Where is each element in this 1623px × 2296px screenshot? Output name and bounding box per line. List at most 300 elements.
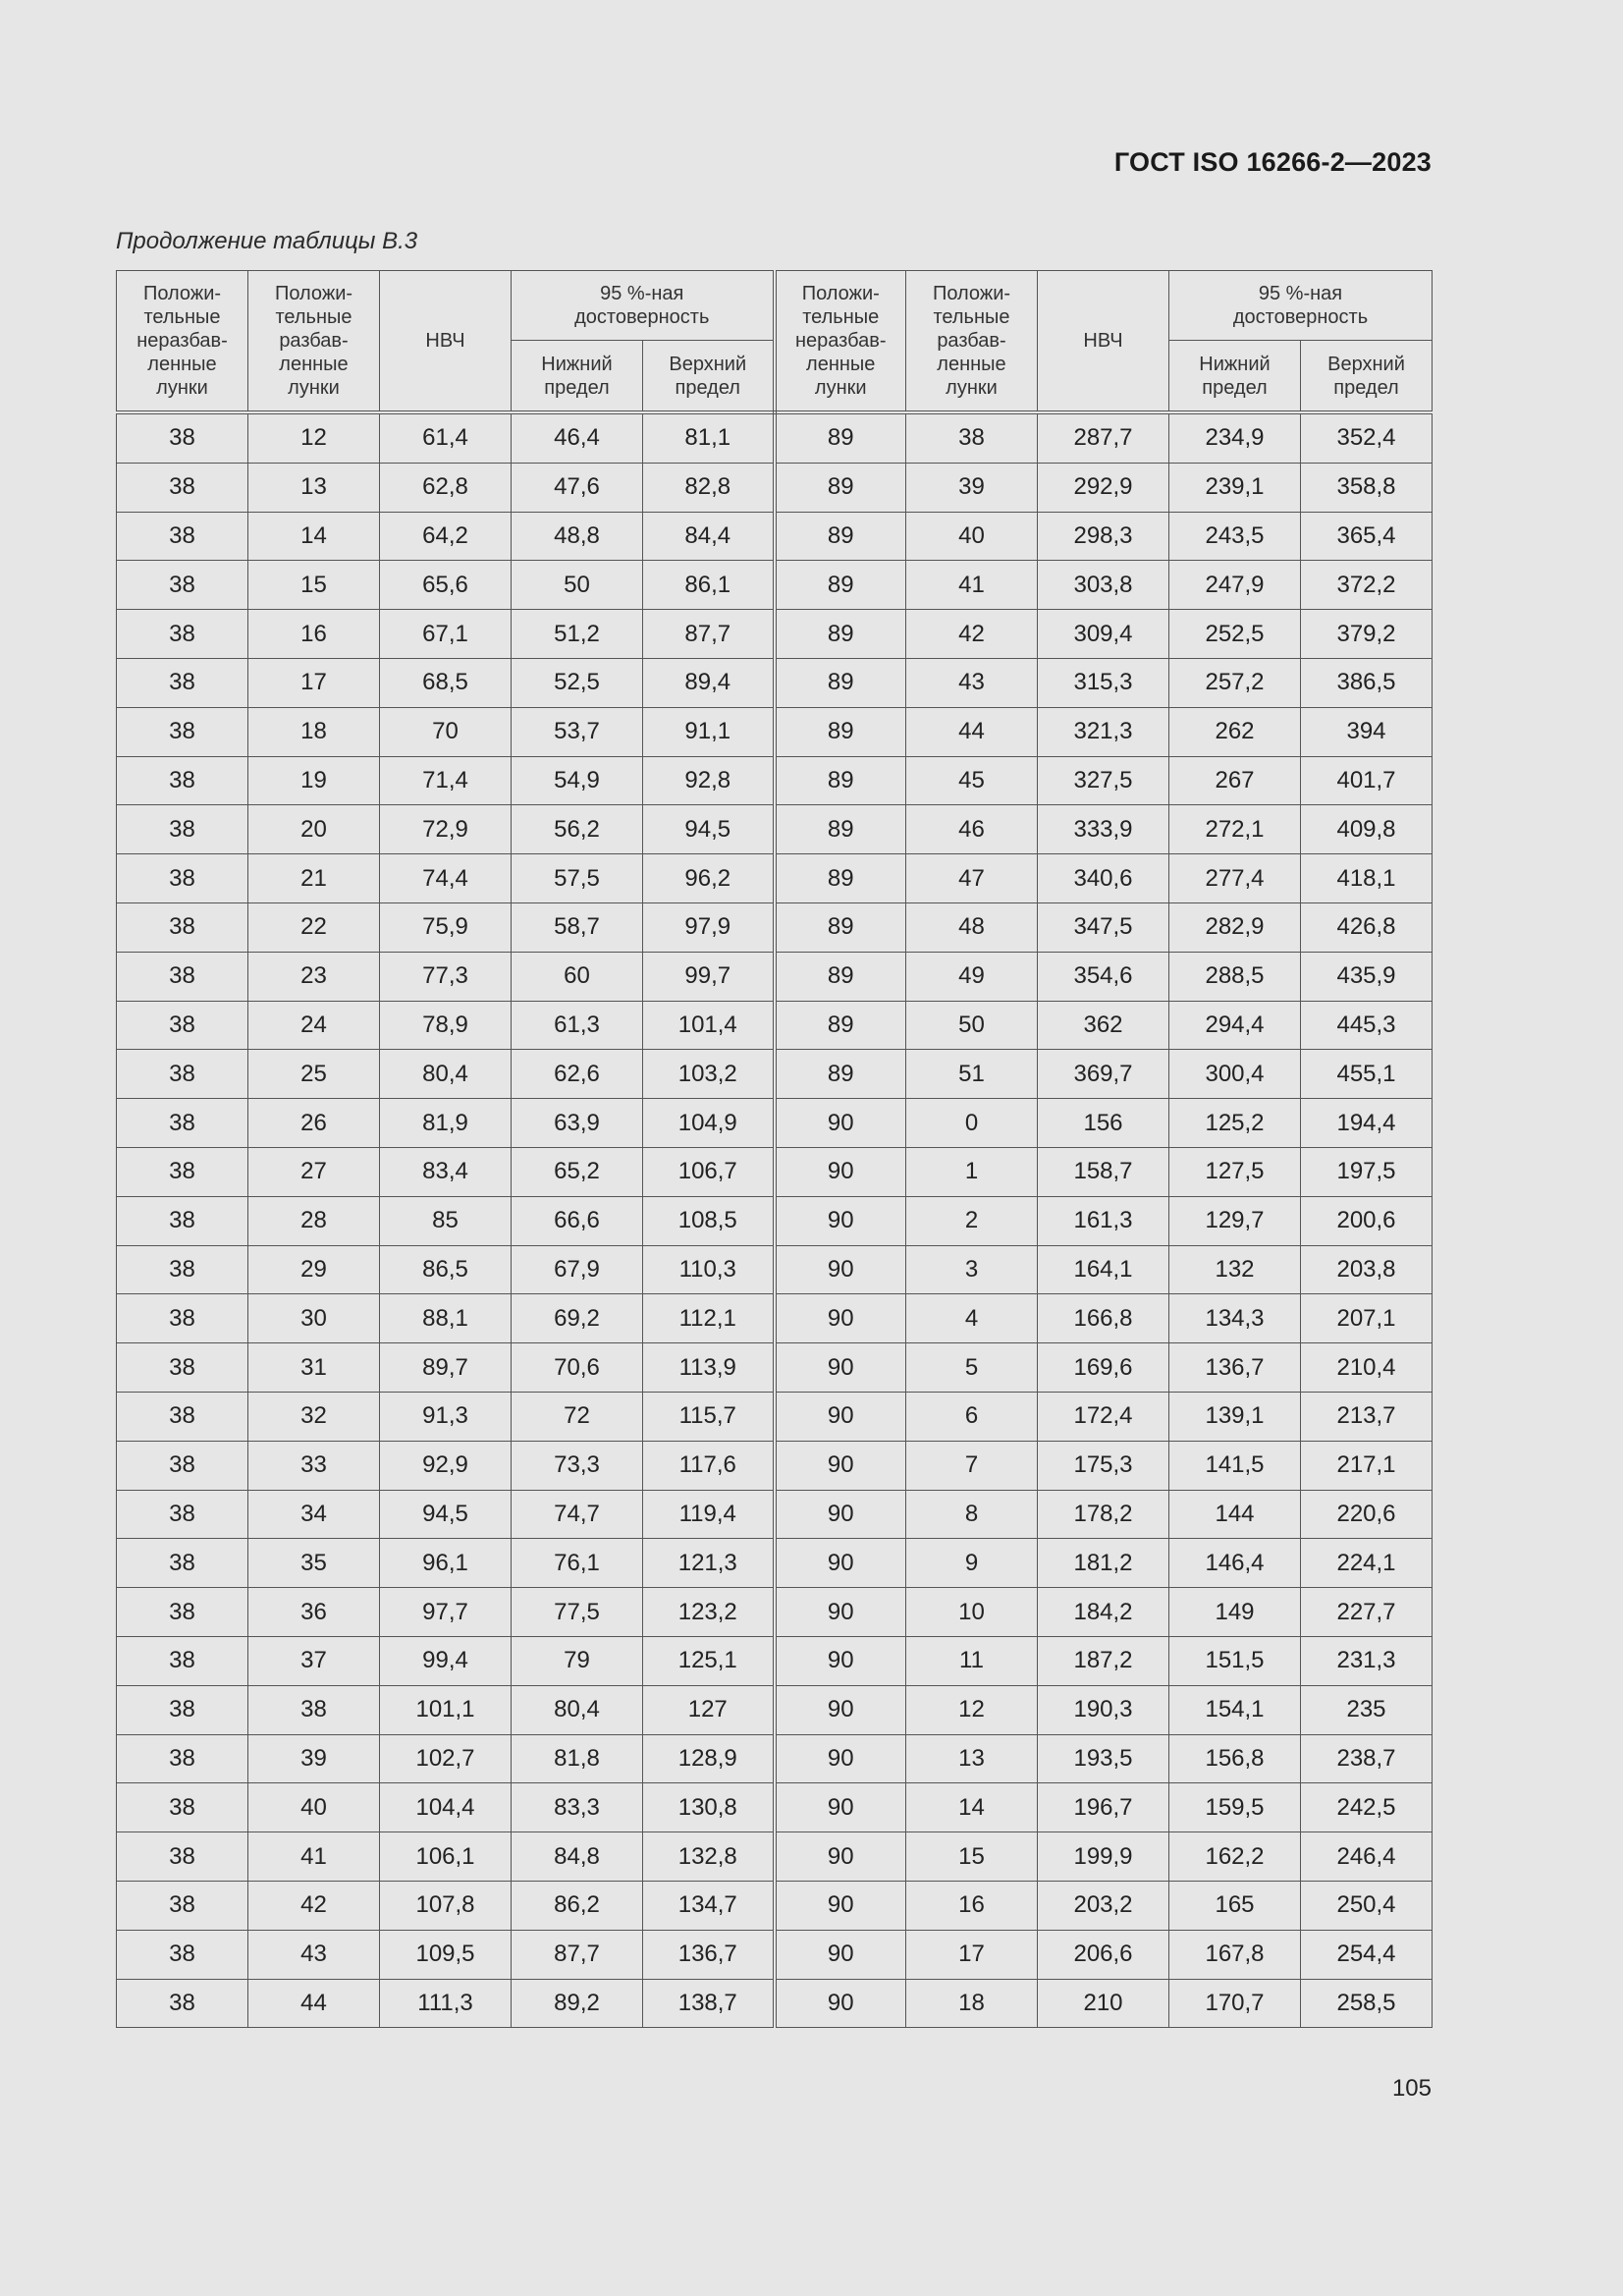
table-cell: 16 — [248, 610, 380, 659]
table-cell: 294,4 — [1169, 1001, 1301, 1050]
table-cell: 123,2 — [643, 1588, 775, 1637]
table-cell: 38 — [117, 1734, 248, 1783]
table-cell: 70,6 — [512, 1343, 643, 1393]
table-cell: 89 — [775, 902, 906, 952]
header-lower-limit: Нижний предел — [1169, 341, 1301, 413]
table-cell: 110,3 — [643, 1245, 775, 1294]
table-cell: 78,9 — [380, 1001, 512, 1050]
table-cell: 48,8 — [512, 512, 643, 561]
table-cell: 66,6 — [512, 1196, 643, 1245]
table-cell: 409,8 — [1301, 805, 1433, 854]
table-cell: 210,4 — [1301, 1343, 1433, 1393]
table-cell: 51 — [906, 1050, 1038, 1099]
table-cell: 38 — [117, 1588, 248, 1637]
table-cell: 56,2 — [512, 805, 643, 854]
table-cell: 18 — [248, 707, 380, 756]
table-cell: 315,3 — [1038, 658, 1169, 707]
table-cell: 250,4 — [1301, 1881, 1433, 1930]
table-cell: 80,4 — [380, 1050, 512, 1099]
table-cell: 90 — [775, 1490, 906, 1539]
table-cell: 38 — [117, 1050, 248, 1099]
table-cell: 89,7 — [380, 1343, 512, 1393]
table-cell: 38 — [117, 952, 248, 1001]
table-cell: 90 — [775, 1588, 906, 1637]
table-cell: 154,1 — [1169, 1685, 1301, 1734]
table-cell: 372,2 — [1301, 561, 1433, 610]
table-cell: 187,2 — [1038, 1636, 1169, 1685]
table-cell: 32 — [248, 1392, 380, 1441]
table-cell: 104,4 — [380, 1783, 512, 1832]
table-cell: 27 — [248, 1147, 380, 1196]
table-cell: 125,1 — [643, 1636, 775, 1685]
table-cell: 44 — [248, 1979, 380, 2028]
table-cell: 38 — [117, 756, 248, 805]
table-cell: 86,2 — [512, 1881, 643, 1930]
table-cell: 61,3 — [512, 1001, 643, 1050]
header-positive-undiluted: Положи- тельные неразбав- ленные лунки — [775, 271, 906, 413]
table-cell: 17 — [906, 1930, 1038, 1979]
table-cell: 167,8 — [1169, 1930, 1301, 1979]
table-cell: 111,3 — [380, 1979, 512, 2028]
table-cell: 38 — [117, 1392, 248, 1441]
table-cell: 235 — [1301, 1685, 1433, 1734]
table-cell: 106,1 — [380, 1832, 512, 1882]
table-cell: 45 — [906, 756, 1038, 805]
table-cell: 203,2 — [1038, 1881, 1169, 1930]
table-cell: 38 — [117, 1294, 248, 1343]
header-upper-limit: Верхний предел — [1301, 341, 1433, 413]
table-cell: 13 — [248, 463, 380, 512]
header-positive-undiluted: Положи- тельные неразбав- ленные лунки — [117, 271, 248, 413]
table-body — [117, 412, 1433, 2028]
table-cell: 125,2 — [1169, 1099, 1301, 1148]
table-cell: 72 — [512, 1392, 643, 1441]
table-cell: 2 — [906, 1196, 1038, 1245]
table-cell: 136,7 — [643, 1930, 775, 1979]
table-cell: 16 — [906, 1881, 1038, 1930]
table-cell: 12 — [906, 1685, 1038, 1734]
table-cell: 83,3 — [512, 1783, 643, 1832]
table-cell: 94,5 — [643, 805, 775, 854]
table-row — [117, 412, 1433, 463]
table-cell: 83,4 — [380, 1147, 512, 1196]
table-cell: 200,6 — [1301, 1196, 1433, 1245]
table-cell: 141,5 — [1169, 1441, 1301, 1490]
table-cell: 9 — [906, 1539, 1038, 1588]
table-cell: 38 — [906, 412, 1038, 463]
table-cell: 246,4 — [1301, 1832, 1433, 1882]
table-cell: 77,5 — [512, 1588, 643, 1637]
table-cell: 7 — [906, 1441, 1038, 1490]
table-cell: 103,2 — [643, 1050, 775, 1099]
table-cell: 231,3 — [1301, 1636, 1433, 1685]
table-cell: 128,9 — [643, 1734, 775, 1783]
header-lower-limit: Нижний предел — [512, 341, 643, 413]
table-cell: 12 — [248, 412, 380, 463]
table-cell: 77,3 — [380, 952, 512, 1001]
table-cell: 25 — [248, 1050, 380, 1099]
table-cell: 90 — [775, 1783, 906, 1832]
table-cell: 43 — [248, 1930, 380, 1979]
table-cell: 90 — [775, 1930, 906, 1979]
table-cell: 162,2 — [1169, 1832, 1301, 1882]
table-cell: 175,3 — [1038, 1441, 1169, 1490]
table-cell: 62,8 — [380, 463, 512, 512]
table-row — [117, 1881, 1433, 1930]
table-cell: 170,7 — [1169, 1979, 1301, 2028]
table-cell: 89 — [775, 512, 906, 561]
table-cell: 52,5 — [512, 658, 643, 707]
table-cell: 127,5 — [1169, 1147, 1301, 1196]
table-cell: 86,1 — [643, 561, 775, 610]
header-positive-diluted: Положи- тельные разбав- ленные лунки — [906, 271, 1038, 413]
table-cell: 196,7 — [1038, 1783, 1169, 1832]
table-cell: 172,4 — [1038, 1392, 1169, 1441]
table-cell: 134,7 — [643, 1881, 775, 1930]
table-cell: 47 — [906, 854, 1038, 903]
table-cell: 0 — [906, 1099, 1038, 1148]
table-cell: 151,5 — [1169, 1636, 1301, 1685]
table-cell: 92,9 — [380, 1441, 512, 1490]
table-cell: 89 — [775, 1050, 906, 1099]
table-cell: 21 — [248, 854, 380, 903]
table-cell: 65,2 — [512, 1147, 643, 1196]
table-cell: 90 — [775, 1734, 906, 1783]
table-cell: 90 — [775, 1343, 906, 1393]
table-cell: 119,4 — [643, 1490, 775, 1539]
table-cell: 8 — [906, 1490, 1038, 1539]
table-row — [117, 1685, 1433, 1734]
table-cell: 197,5 — [1301, 1147, 1433, 1196]
table-cell: 161,3 — [1038, 1196, 1169, 1245]
table-cell: 39 — [906, 463, 1038, 512]
table-cell: 37 — [248, 1636, 380, 1685]
table-cell: 38 — [117, 1685, 248, 1734]
table-cell: 10 — [906, 1588, 1038, 1637]
table-cell: 247,9 — [1169, 561, 1301, 610]
table-row — [117, 1343, 1433, 1393]
table-cell: 108,5 — [643, 1196, 775, 1245]
table-cell: 90 — [775, 1636, 906, 1685]
table-cell: 138,7 — [643, 1979, 775, 2028]
table-cell: 190,3 — [1038, 1685, 1169, 1734]
table-cell: 89 — [775, 561, 906, 610]
table-cell: 139,1 — [1169, 1392, 1301, 1441]
table-cell: 386,5 — [1301, 658, 1433, 707]
table-cell: 362 — [1038, 1001, 1169, 1050]
table-cell: 113,9 — [643, 1343, 775, 1393]
table-cell: 42 — [906, 610, 1038, 659]
table-cell: 61,4 — [380, 412, 512, 463]
table-cell: 89 — [775, 805, 906, 854]
table-cell: 104,9 — [643, 1099, 775, 1148]
table-row — [117, 1734, 1433, 1783]
table-row — [117, 1441, 1433, 1490]
table-cell: 40 — [248, 1783, 380, 1832]
table-row — [117, 756, 1433, 805]
table-row — [117, 952, 1433, 1001]
table-cell: 54,9 — [512, 756, 643, 805]
table-row — [117, 1783, 1433, 1832]
table-cell: 80,4 — [512, 1685, 643, 1734]
table-cell: 121,3 — [643, 1539, 775, 1588]
table-cell: 89 — [775, 463, 906, 512]
table-cell: 347,5 — [1038, 902, 1169, 952]
table-row — [117, 658, 1433, 707]
table-cell: 38 — [117, 1783, 248, 1832]
table-cell: 81,1 — [643, 412, 775, 463]
table-cell: 262 — [1169, 707, 1301, 756]
table-cell: 20 — [248, 805, 380, 854]
table-cell: 28 — [248, 1196, 380, 1245]
header-confidence-group: 95 %-ная достоверность — [1169, 271, 1433, 341]
header-mpn: НВЧ — [380, 271, 512, 413]
table-cell: 102,7 — [380, 1734, 512, 1783]
table-row — [117, 1294, 1433, 1343]
table-cell: 60 — [512, 952, 643, 1001]
table-cell: 99,7 — [643, 952, 775, 1001]
table-cell: 288,5 — [1169, 952, 1301, 1001]
table-cell: 38 — [117, 561, 248, 610]
table-cell: 156 — [1038, 1099, 1169, 1148]
table-cell: 165 — [1169, 1881, 1301, 1930]
table-cell: 238,7 — [1301, 1734, 1433, 1783]
table-cell: 146,4 — [1169, 1539, 1301, 1588]
table-cell: 63,9 — [512, 1099, 643, 1148]
table-cell: 169,6 — [1038, 1343, 1169, 1393]
table-row — [117, 1196, 1433, 1245]
table-cell: 73,3 — [512, 1441, 643, 1490]
table-cell: 358,8 — [1301, 463, 1433, 512]
table-cell: 24 — [248, 1001, 380, 1050]
table-cell: 445,3 — [1301, 1001, 1433, 1050]
table-cell: 38 — [117, 1099, 248, 1148]
table-cell: 38 — [117, 463, 248, 512]
table-cell: 90 — [775, 1685, 906, 1734]
table-cell: 42 — [248, 1881, 380, 1930]
table-cell: 38 — [117, 1343, 248, 1393]
table-cell: 149 — [1169, 1588, 1301, 1637]
table-caption: Продолжение таблицы В.3 — [116, 228, 418, 254]
table-header — [117, 271, 1433, 413]
table-cell: 89 — [775, 412, 906, 463]
table-cell: 84,8 — [512, 1832, 643, 1882]
table-cell: 101,4 — [643, 1001, 775, 1050]
table-row — [117, 561, 1433, 610]
table-cell: 89 — [775, 1001, 906, 1050]
table-cell: 38 — [117, 902, 248, 952]
table-cell: 89 — [775, 854, 906, 903]
table-cell: 90 — [775, 1392, 906, 1441]
table-row — [117, 1930, 1433, 1979]
table-cell: 36 — [248, 1588, 380, 1637]
table-cell: 130,8 — [643, 1783, 775, 1832]
table-row — [117, 1147, 1433, 1196]
table-cell: 206,6 — [1038, 1930, 1169, 1979]
table-cell: 97,9 — [643, 902, 775, 952]
table-row — [117, 1392, 1433, 1441]
table-cell: 352,4 — [1301, 412, 1433, 463]
table-cell: 89,2 — [512, 1979, 643, 2028]
table-cell: 29 — [248, 1245, 380, 1294]
table-cell: 207,1 — [1301, 1294, 1433, 1343]
table-cell: 33 — [248, 1441, 380, 1490]
table-cell: 70 — [380, 707, 512, 756]
table-cell: 418,1 — [1301, 854, 1433, 903]
table-cell: 19 — [248, 756, 380, 805]
table-cell: 90 — [775, 1441, 906, 1490]
table-cell: 81,9 — [380, 1099, 512, 1148]
table-cell: 15 — [906, 1832, 1038, 1882]
table-cell: 159,5 — [1169, 1783, 1301, 1832]
table-cell: 23 — [248, 952, 380, 1001]
table-cell: 41 — [248, 1832, 380, 1882]
table-cell: 89 — [775, 610, 906, 659]
table-cell: 292,9 — [1038, 463, 1169, 512]
table-cell: 38 — [117, 1539, 248, 1588]
table-cell: 38 — [117, 1245, 248, 1294]
table-cell: 49 — [906, 952, 1038, 1001]
table-cell: 53,7 — [512, 707, 643, 756]
table-cell: 31 — [248, 1343, 380, 1393]
table-cell: 112,1 — [643, 1294, 775, 1343]
table-cell: 50 — [906, 1001, 1038, 1050]
table-cell: 38 — [117, 1832, 248, 1882]
table-cell: 166,8 — [1038, 1294, 1169, 1343]
table-cell: 14 — [248, 512, 380, 561]
data-table — [116, 270, 1433, 2028]
table-row — [117, 512, 1433, 561]
table-cell: 272,1 — [1169, 805, 1301, 854]
table-cell: 86,5 — [380, 1245, 512, 1294]
table-cell: 252,5 — [1169, 610, 1301, 659]
table-cell: 38 — [117, 1930, 248, 1979]
table-cell: 365,4 — [1301, 512, 1433, 561]
table-cell: 1 — [906, 1147, 1038, 1196]
table-cell: 91,1 — [643, 707, 775, 756]
table-cell: 90 — [775, 1979, 906, 2028]
table-cell: 277,4 — [1169, 854, 1301, 903]
table-cell: 164,1 — [1038, 1245, 1169, 1294]
table-cell: 38 — [117, 1881, 248, 1930]
page-number: 105 — [1391, 2075, 1432, 2102]
table-cell: 300,4 — [1169, 1050, 1301, 1099]
table-cell: 13 — [906, 1734, 1038, 1783]
table-cell: 99,4 — [380, 1636, 512, 1685]
table-cell: 132,8 — [643, 1832, 775, 1882]
table-cell: 242,5 — [1301, 1783, 1433, 1832]
table-cell: 89 — [775, 952, 906, 1001]
table-cell: 90 — [775, 1832, 906, 1882]
table-cell: 48 — [906, 902, 1038, 952]
table-cell: 15 — [248, 561, 380, 610]
table-cell: 243,5 — [1169, 512, 1301, 561]
table-cell: 199,9 — [1038, 1832, 1169, 1882]
table-cell: 89 — [775, 707, 906, 756]
table-row — [117, 1588, 1433, 1637]
header-confidence-group: 95 %-ная достоверность — [512, 271, 775, 341]
table-cell: 85 — [380, 1196, 512, 1245]
table-cell: 90 — [775, 1881, 906, 1930]
header-mpn: НВЧ — [1038, 271, 1169, 413]
table-cell: 127 — [643, 1685, 775, 1734]
table-cell: 210 — [1038, 1979, 1169, 2028]
table-cell: 57,5 — [512, 854, 643, 903]
table-cell: 65,6 — [380, 561, 512, 610]
table-cell: 303,8 — [1038, 561, 1169, 610]
table-cell: 40 — [906, 512, 1038, 561]
table-cell: 38 — [117, 707, 248, 756]
table-row — [117, 1832, 1433, 1882]
table-row — [117, 854, 1433, 903]
table-cell: 79 — [512, 1636, 643, 1685]
header-positive-diluted: Положи- тельные разбав- ленные лунки — [248, 271, 380, 413]
table-cell: 109,5 — [380, 1930, 512, 1979]
table-row — [117, 1099, 1433, 1148]
table-cell: 258,5 — [1301, 1979, 1433, 2028]
table-cell: 115,7 — [643, 1392, 775, 1441]
table-row — [117, 1001, 1433, 1050]
table-cell: 213,7 — [1301, 1392, 1433, 1441]
table-cell: 333,9 — [1038, 805, 1169, 854]
table-cell: 321,3 — [1038, 707, 1169, 756]
table-cell: 38 — [117, 512, 248, 561]
table-cell: 193,5 — [1038, 1734, 1169, 1783]
document-standard-header: ГОСТ ISO 16266-2—2023 — [1113, 147, 1432, 177]
table-cell: 17 — [248, 658, 380, 707]
table-cell: 22 — [248, 902, 380, 952]
table-cell: 38 — [248, 1685, 380, 1734]
table-cell: 38 — [117, 854, 248, 903]
table-cell: 132 — [1169, 1245, 1301, 1294]
table-cell: 47,6 — [512, 463, 643, 512]
table-cell: 234,9 — [1169, 412, 1301, 463]
table-cell: 117,6 — [643, 1441, 775, 1490]
table-cell: 6 — [906, 1392, 1038, 1441]
table-cell: 11 — [906, 1636, 1038, 1685]
table-row — [117, 1539, 1433, 1588]
table-cell: 5 — [906, 1343, 1038, 1393]
table-row — [117, 610, 1433, 659]
table-cell: 50 — [512, 561, 643, 610]
table-cell: 38 — [117, 1979, 248, 2028]
table-cell: 69,2 — [512, 1294, 643, 1343]
table-cell: 30 — [248, 1294, 380, 1343]
table-cell: 64,2 — [380, 512, 512, 561]
table-cell: 435,9 — [1301, 952, 1433, 1001]
table-cell: 178,2 — [1038, 1490, 1169, 1539]
table-cell: 184,2 — [1038, 1588, 1169, 1637]
table-cell: 90 — [775, 1539, 906, 1588]
table-row — [117, 463, 1433, 512]
table-cell: 227,7 — [1301, 1588, 1433, 1637]
table-cell: 97,7 — [380, 1588, 512, 1637]
table-cell: 14 — [906, 1783, 1038, 1832]
table-cell: 254,4 — [1301, 1930, 1433, 1979]
table-cell: 298,3 — [1038, 512, 1169, 561]
table-cell: 38 — [117, 412, 248, 463]
table-cell: 72,9 — [380, 805, 512, 854]
table-cell: 62,6 — [512, 1050, 643, 1099]
table-cell: 38 — [117, 1636, 248, 1685]
table-cell: 90 — [775, 1294, 906, 1343]
table-row — [117, 1979, 1433, 2028]
table-cell: 287,7 — [1038, 412, 1169, 463]
table-cell: 35 — [248, 1539, 380, 1588]
table-row — [117, 902, 1433, 952]
table-row — [117, 707, 1433, 756]
table-cell: 181,2 — [1038, 1539, 1169, 1588]
